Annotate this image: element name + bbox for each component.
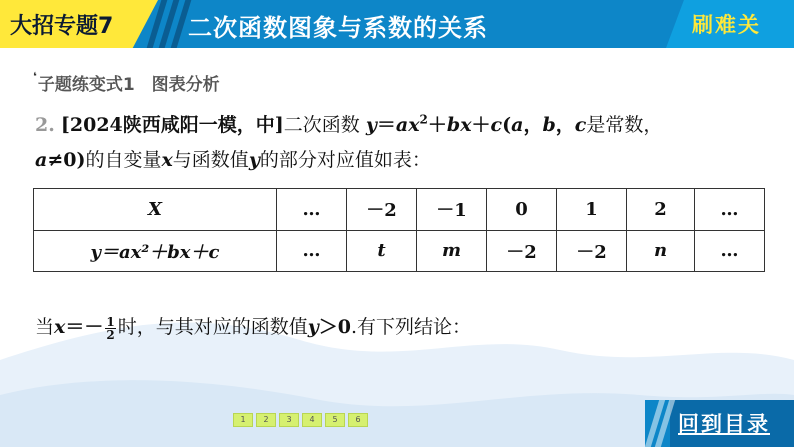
- pager-item[interactable]: 2: [256, 413, 276, 427]
- table-cell: …: [277, 230, 347, 272]
- back-button-label[interactable]: 回到目录: [678, 412, 770, 436]
- table-cell: …: [695, 230, 765, 272]
- question-text-2c: 的部分对应值如表：: [259, 149, 431, 171]
- table-cell: －2: [557, 230, 627, 272]
- pager-item[interactable]: 6: [348, 413, 368, 427]
- table-cell: 2: [627, 189, 695, 231]
- question-text-2b: 与函数值: [172, 149, 249, 171]
- table-row-x: [34, 189, 765, 231]
- fraction-one-half: $\frac{1}{2}$: [106, 314, 115, 342]
- question-text: 二次函数: [283, 114, 360, 136]
- pager-item[interactable]: 3: [279, 413, 299, 427]
- question-text-3a: 当: [35, 316, 55, 338]
- table-cell: 0: [487, 189, 557, 231]
- table-cell: m: [417, 230, 487, 272]
- page-pager: [233, 413, 371, 427]
- table-cell: n: [627, 230, 695, 272]
- table-cell: t: [347, 230, 417, 272]
- quote-mark-icon: ❛: [33, 70, 37, 83]
- condition-text: 是常数，: [586, 114, 663, 136]
- table-cell: X: [34, 189, 277, 231]
- question-number: 2.: [35, 114, 55, 136]
- pager-item[interactable]: 1: [233, 413, 253, 427]
- question-source: [2024陕西咸阳一模，中]: [60, 114, 284, 136]
- table-cell: －2: [487, 230, 557, 272]
- section-heading: [33, 70, 220, 95]
- values-table: [33, 188, 765, 272]
- table-cell: …: [277, 189, 347, 231]
- question-text-2: 的自变量: [85, 149, 162, 171]
- table-cell: －2: [347, 189, 417, 231]
- question-line-1: 2. [2024陕西咸阳一模，中]二次函数 $y=ax^2+bx+c(a$，b，c是常数，: [35, 112, 663, 136]
- question-text-3b: 时，与其对应的函数值: [117, 316, 308, 338]
- table-row-y: [34, 230, 765, 272]
- page-title: 二次函数图象与系数的关系: [188, 14, 488, 42]
- table-cell: －1: [417, 189, 487, 231]
- pager-item[interactable]: 4: [302, 413, 322, 427]
- section-label: 子题练变式1 图表分析: [37, 75, 220, 95]
- question-line-2: a≠0)的自变量x与函数值y的部分对应值如表：: [35, 149, 431, 171]
- brand-label: 刷难关: [692, 13, 761, 37]
- table-cell: …: [695, 189, 765, 231]
- question-line-3: 当x＝－ $\frac{1}{2}$ 时，与其对应的函数值y＞0.有下列结论：: [35, 314, 472, 342]
- question-text-3c: .有下列结论：: [351, 316, 472, 338]
- table-cell: y＝ax²＋bx＋c: [34, 230, 277, 272]
- table-cell: 1: [557, 189, 627, 231]
- header-stripes: [148, 0, 188, 48]
- pager-item[interactable]: 5: [325, 413, 345, 427]
- topic-badge-label: 大招专题7: [10, 14, 114, 39]
